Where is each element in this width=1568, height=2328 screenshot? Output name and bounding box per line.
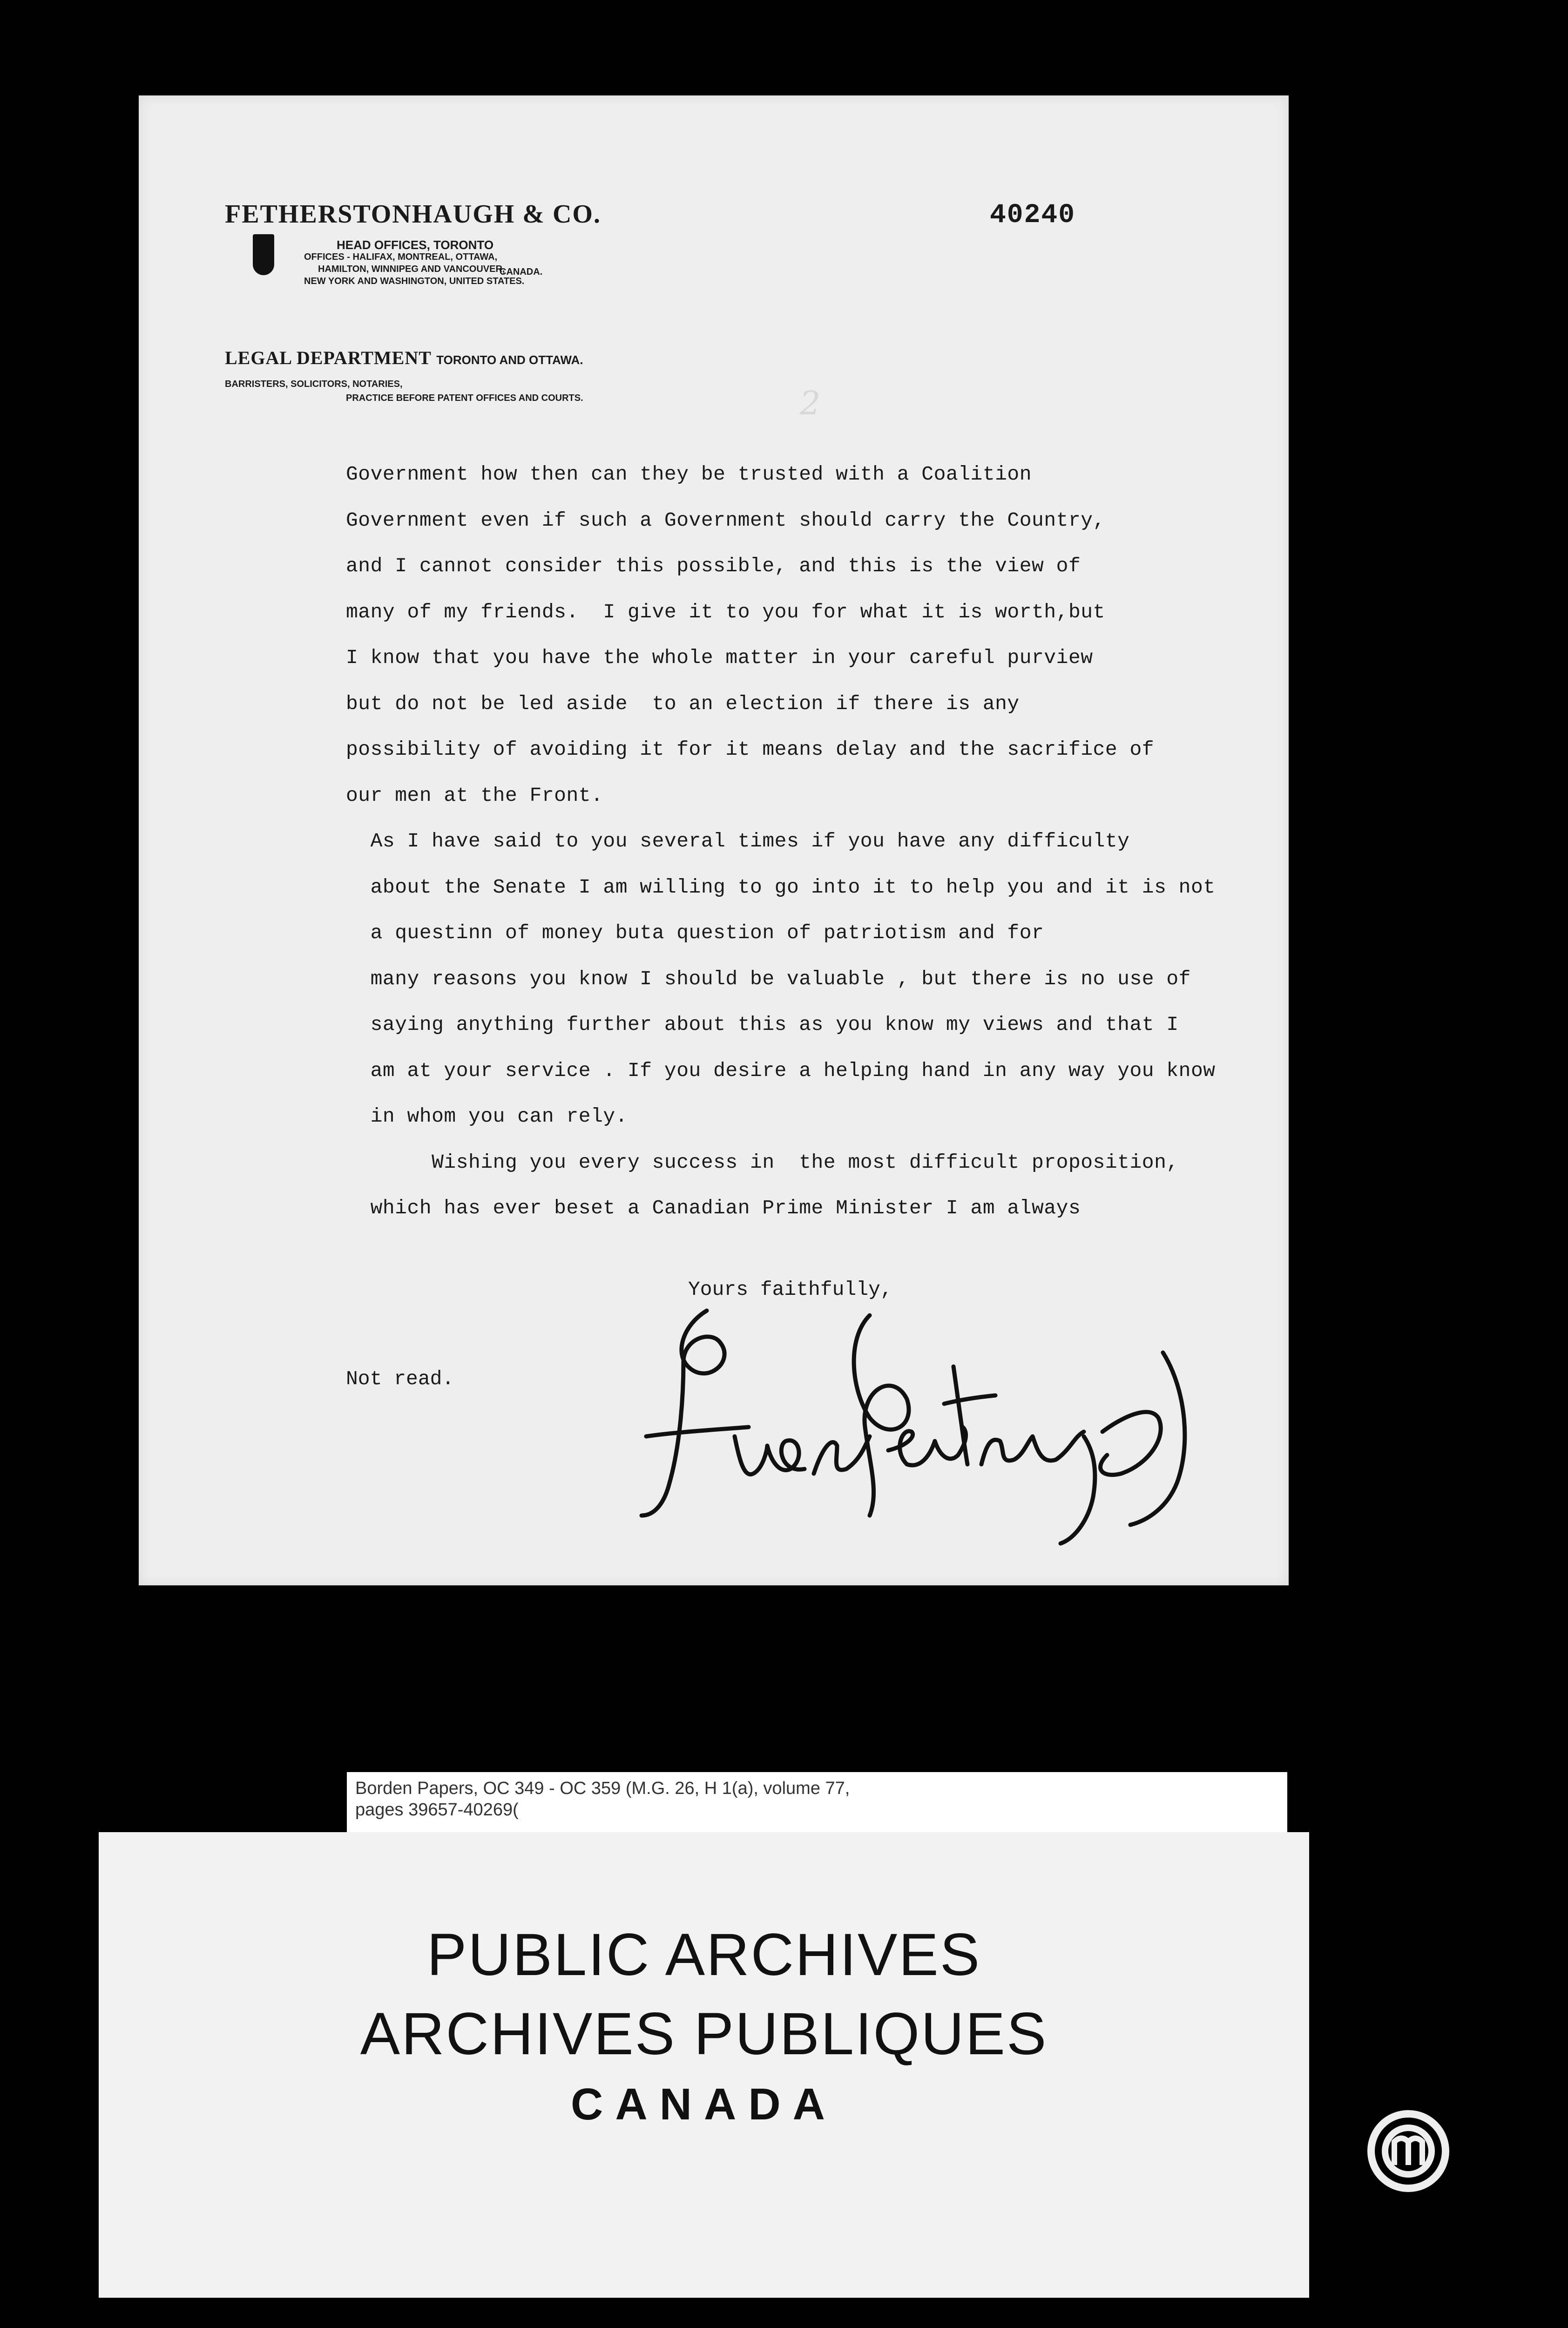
body-line: many reasons you know I should be valuable , but there is no use of [346, 967, 1191, 990]
practice-line: PRACTICE BEFORE PATENT OFFICES AND COURTS. [346, 393, 583, 403]
body-line: Wishing you every success in the most difficult proposition, [346, 1150, 1179, 1174]
body-line: As I have said to you several times if you have any difficulty [346, 830, 1130, 853]
archives-card [99, 1832, 1309, 2298]
letterhead [225, 198, 690, 403]
offices-line-3: NEW YORK AND WASHINGTON, UNITED STATES. [304, 276, 525, 286]
body-line: about the Senate I am willing to go into it to help you and it is not [346, 875, 1216, 899]
offices-line-1: OFFICES - HALIFAX, MONTREAL, OTTAWA, [304, 252, 498, 262]
reference-line-1: Borden Papers, OC 349 - OC 359 (M.G. 26, H 1(a), volume 77, [355, 1779, 850, 1798]
handwritten-signature [628, 1297, 1210, 1557]
legal-department [225, 347, 583, 369]
offices-line-2: HAMILTON, WINNIPEG AND VANCOUVER, [318, 264, 505, 274]
letter-body [346, 452, 1272, 1232]
archives-logo-icon [1362, 2105, 1455, 2198]
body-line: am at your service . If you desire a helping hand in any way you know [346, 1059, 1216, 1082]
body-line: Government even if such a Government should carry the Country, [346, 508, 1105, 532]
body-line: and I cannot consider this possible, and this is the view of [346, 555, 1081, 577]
note-not-read: Not read. [346, 1367, 454, 1390]
body-line: a questinn of money buta question of patriotism and for [346, 921, 1044, 944]
department-name: LEGAL DEPARTMENT [225, 347, 432, 368]
body-line: which has ever beset a Canadian Prime Minister I am always [346, 1197, 1081, 1219]
reference-label [347, 1772, 1287, 1837]
body-line: I know that you have the whole matter in your careful purview [346, 646, 1093, 669]
archives-line-3: CANADA [571, 2079, 837, 2129]
letter-page [139, 95, 1289, 1585]
archives-line-2: ARCHIVES PUBLIQUES [360, 2001, 1048, 2067]
body-line: our men at the Front. [346, 784, 603, 807]
body-line: possibility of avoiding it for it means delay and the sacrifice of [346, 738, 1155, 761]
barristers-line: BARRISTERS, SOLICITORS, NOTARIES, [225, 379, 403, 389]
offices-canada: CANADA. [500, 267, 543, 277]
firm-name: FETHERSTONHAUGH & CO. [225, 200, 601, 229]
body-line: but do not be led aside to an election if there is any [346, 692, 1020, 715]
archives-line-1: PUBLIC ARCHIVES [426, 1922, 981, 1988]
body-line: many of my friends. I give it to you for what it is worth,but [346, 600, 1105, 623]
body-line: Government how then can they be trusted with a Coalition [346, 463, 1032, 486]
practice-block [225, 377, 583, 405]
head-offices: HEAD OFFICES, TORONTO [337, 238, 494, 252]
reference-line-2: pages 39657-40269( [355, 1800, 519, 1820]
page-mark: 2 [800, 384, 821, 422]
document-number: 40240 [990, 200, 1076, 230]
body-line: in whom you can rely. [346, 1105, 628, 1128]
offices-block [304, 239, 524, 287]
shield-icon [253, 234, 274, 275]
department-cities: TORONTO AND OTTAWA. [436, 353, 583, 367]
body-line: saying anything further about this as you know my views and that I [346, 1013, 1179, 1036]
closing: Yours faithfully, [688, 1278, 892, 1301]
